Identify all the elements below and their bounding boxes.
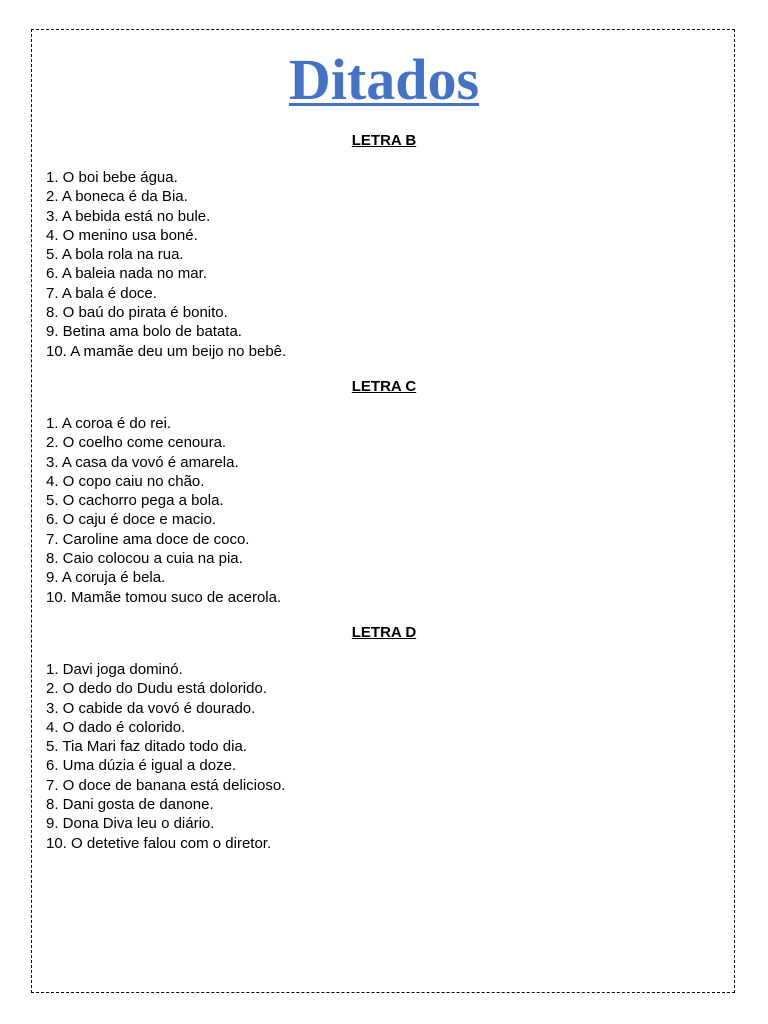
sentence-list xyxy=(46,168,722,361)
page-title-text: Ditados xyxy=(288,47,480,112)
list-item: 9. Dona Diva leu o diário. xyxy=(46,815,215,833)
list-item: 1. O boi bebe água. xyxy=(46,169,178,186)
list-item: 2. O coelho come cenoura. xyxy=(46,434,227,452)
section-heading: LETRA D xyxy=(351,624,417,641)
section-heading: LETRA B xyxy=(351,132,417,149)
list-item: 2. O dedo do Dudu está dolorido. xyxy=(46,680,267,698)
list-item: 4. O dado é colorido. xyxy=(46,718,186,736)
section-letra-b xyxy=(46,132,722,361)
list-item: 5. A bola rola na rua. xyxy=(46,246,184,264)
list-item: 6. Uma dúzia é igual a doze. xyxy=(46,757,237,775)
list-item: 5. O cachorro pega a bola. xyxy=(46,492,224,510)
list-item: 6. A baleia nada no mar. xyxy=(46,265,207,283)
list-item: 7. Caroline ama doce de coco. xyxy=(46,530,250,548)
list-item: 5. Tia Mari faz ditado todo dia. xyxy=(46,738,247,756)
list-item: 3. A bebida está no bule. xyxy=(46,207,211,225)
list-item: 3. O cabide da vovó é dourado. xyxy=(46,699,256,717)
list-item: 7. A bala é doce. xyxy=(46,284,157,302)
sentence-list xyxy=(46,660,722,853)
sentence-list xyxy=(46,414,722,607)
section-letra-d xyxy=(46,624,722,853)
list-item: 2. A boneca é da Bia. xyxy=(46,188,188,206)
page-title xyxy=(0,44,768,116)
list-item: 6. O caju é doce e macio. xyxy=(46,511,217,529)
list-item: 9. Betina ama bolo de batata. xyxy=(46,323,242,341)
list-item: 9. A coruja é bela. xyxy=(46,569,166,587)
list-item: 1. Davi joga dominó. xyxy=(46,661,183,678)
section-letra-c xyxy=(46,378,722,607)
list-item: 8. O baú do pirata é bonito. xyxy=(46,304,228,322)
list-item: 10. A mamãe deu um beijo no bebê. xyxy=(46,342,287,360)
list-item: 1. A coroa é do rei. xyxy=(46,415,172,432)
list-item: 10. O detetive falou com o diretor. xyxy=(46,834,272,852)
list-item: 4. O menino usa boné. xyxy=(46,226,198,244)
list-item: 8. Dani gosta de danone. xyxy=(46,796,214,814)
list-item: 8. Caio colocou a cuia na pia. xyxy=(46,550,243,568)
list-item: 7. O doce de banana está delicioso. xyxy=(46,776,286,794)
list-item: 10. Mamãe tomou suco de acerola. xyxy=(46,588,282,606)
section-heading: LETRA C xyxy=(351,378,417,395)
list-item: 3. A casa da vovó é amarela. xyxy=(46,453,239,471)
list-item: 4. O copo caiu no chão. xyxy=(46,472,205,490)
